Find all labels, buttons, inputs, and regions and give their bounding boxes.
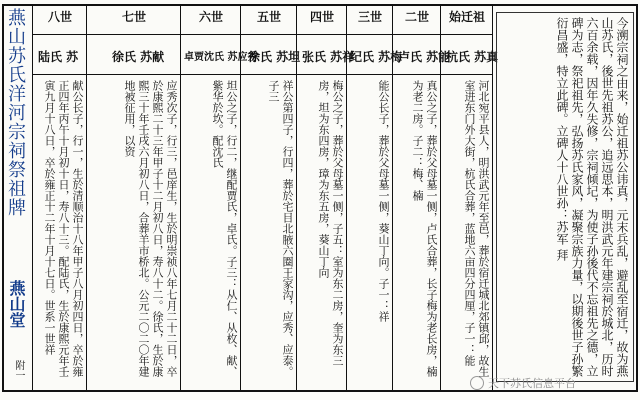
ancestor-bio: 真公之子，葬於父母墓一侧，卢氏合葬，长子梅为老长房，楠为老二房。子二：梅、楠 <box>411 80 438 377</box>
ancestor-bio: 河北宛平县人，明洪武元年至邑，葬於宿迁城北郊镇邱，故生室进东门外大街，杭氏合葬，蓝地六亩四分四厘，子一：能 <box>463 80 490 377</box>
divider <box>86 6 87 390</box>
ancestor-name: 陆氏 苏 <box>38 50 79 64</box>
ancestor-name: 卢氏 苏能 <box>398 50 451 64</box>
generation-label: 七世 <box>121 10 146 24</box>
name-rule <box>32 74 492 75</box>
generation-label: 八世 <box>47 10 72 24</box>
appendix-label: 附一 <box>13 360 24 380</box>
preface-text: 今溯宗祠之由来，始迁祖苏公讳真，元末兵乱，避乱至宿迁，故为燕山苏氏，後世先祖苏公，追远思本，明洪武元年建宗祠於城北，历时六百余载，因年久失修，宗祠倾圮，为使子孙後代不忘祖先之德，立碑为志，祭祀祖先，弘扬苏氏家风，凝聚宗族力量，以期後世子孙繁衍昌盛，特立此碑。立碑人十八世孙：苏军 拜 <box>555 17 629 377</box>
ancestor-name: 徐氏 苏献 <box>112 50 165 64</box>
divider <box>32 6 33 390</box>
watermark-text: 天下苏氏信息平台 <box>488 377 576 390</box>
ancestor-bio: 梅公之子，葬於父母墓一侧，子五：室为东二房，奎为东三房，坦为东四房，璋为东五房，葵山丁向 <box>317 80 344 366</box>
ancestor-name: 徐氏 苏坦 <box>248 50 301 64</box>
generation-label: 始迁祖 <box>448 10 485 24</box>
ancestor-bio: 应秀次子，行三，邑庠生，生於明崇祯八年七月二十二日，卒於康熙二十三年甲子十二月初八日，寿八十二。徐氏，生於康熙三十年壬戌六月初八日，合葬羊市桥北。公元二〇二〇年建地被征用，以资 <box>123 80 178 377</box>
generation-label: 三世 <box>357 10 382 24</box>
ancestor-bio: 坦公之子，行二，继配贾氏，卓氏。子三：从仁、从枚、献、紫华於坎。配沈氏 <box>211 80 238 377</box>
hall-name: 燕山堂 <box>7 280 26 328</box>
generation-label: 六世 <box>198 10 223 24</box>
ancestor-name: 张氏 苏祥 <box>302 50 355 64</box>
ancestor-name: 纪氏 苏梅 <box>350 50 403 64</box>
ancestor-name: 杭氏 苏真 <box>446 50 499 64</box>
generation-label: 五世 <box>256 10 281 24</box>
ancestor-bio: 能公长子，葬於父母墓一侧，葵山丁向。子一：祥 <box>377 80 390 322</box>
divider <box>180 6 181 390</box>
header-rule <box>32 34 492 35</box>
watermark <box>470 374 630 392</box>
generation-label: 四世 <box>309 10 334 24</box>
wechat-icon <box>470 376 484 390</box>
divider <box>240 6 241 390</box>
ancestor-name: 卓贾沈氏 苏应秀 <box>184 52 258 63</box>
plaque-title: 燕山苏氏洋河宗祠祭祖牌 <box>5 8 26 217</box>
ancestor-bio: 献公长子，行一，生於清顺治十八年甲子八月初四日，卒於雍正四年丙午十月初十日，寿八十三。配陆氏，生於康熙元年壬寅九月十八日，卒於雍正十二年十月十七日。世系一世祥 <box>43 80 84 377</box>
preface-panel <box>496 12 634 382</box>
generation-label: 二世 <box>404 10 429 24</box>
ancestor-bio: 祥公第四子，行四，葬於宅目北腋六圈王家沟，应秀、应泰。子三 <box>267 80 294 377</box>
